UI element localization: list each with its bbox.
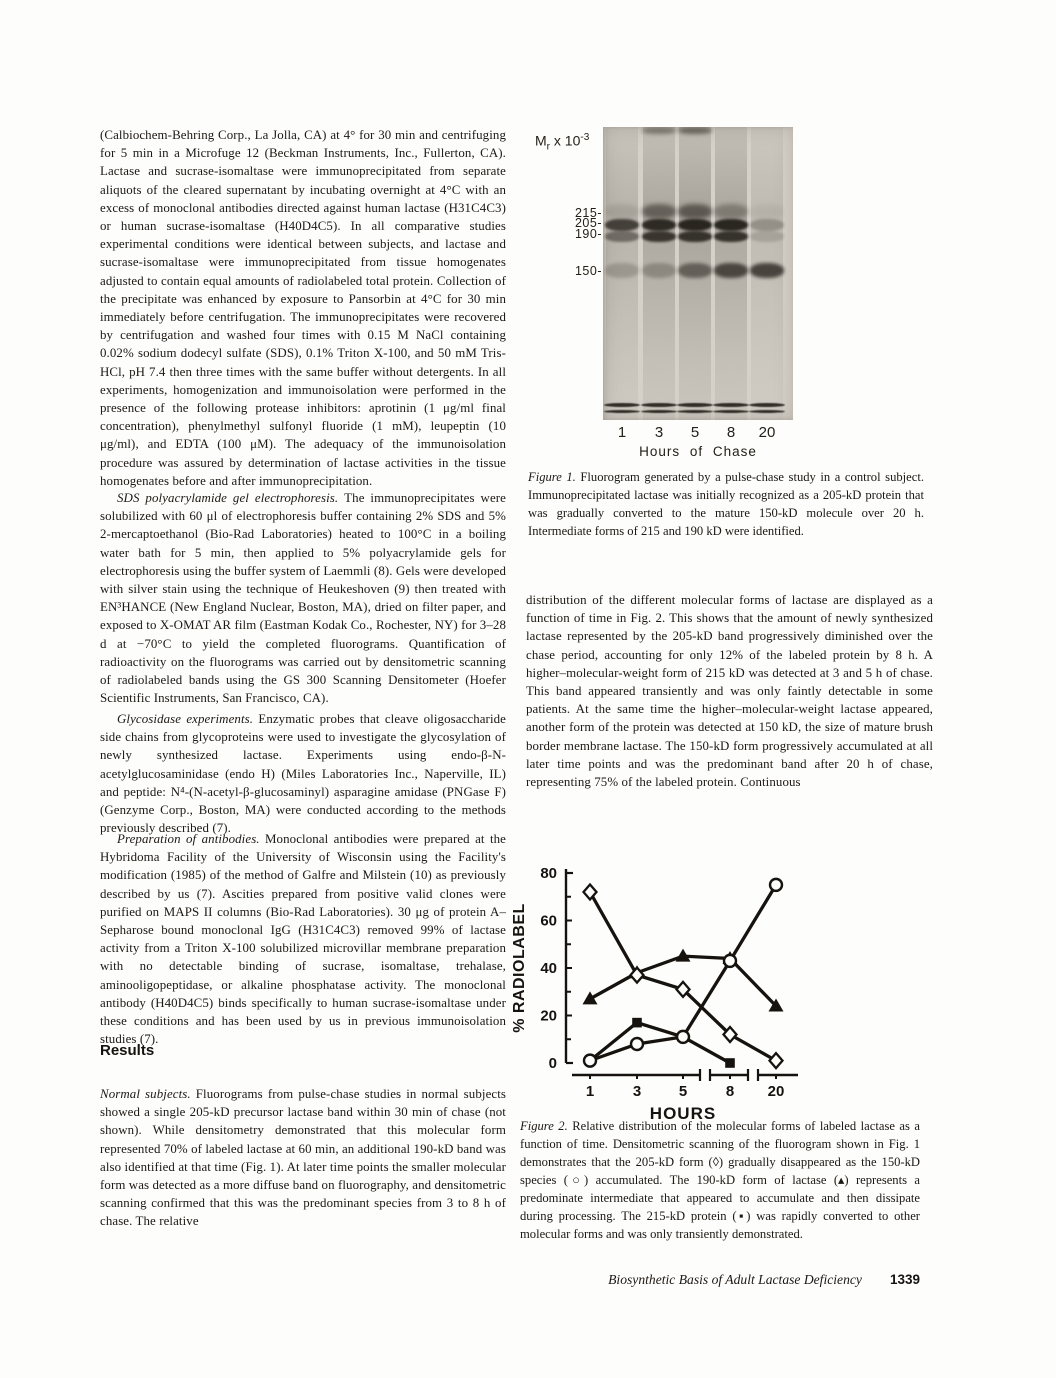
gel-lane-label: 20 [758, 424, 776, 441]
y-tick-label: 0 [548, 1055, 557, 1072]
gel-band-b190 [642, 231, 676, 242]
x-tick-label: 5 [678, 1083, 688, 1100]
gel-x-axis-label: Hours of Chase [639, 444, 757, 459]
paragraph-text: Fluorograms from pulse-chase studies in normal subjects showed a single 205-kD precursor lactase band within 30 min of chase (not shown). While densitometry demonstrated that this molecular form represented 70% of labeled lactase at 60 min, an additional 190-kD band was also identified at that time (Fig. 1). At later time points the smaller molecular form was detected as a more diffuse band on fluorography, and densitometric scanning confirmed that this was the predominant species from 3 to 8 h of chase. The relative [100, 1087, 507, 1229]
gel-marker-215: 215- [574, 206, 602, 220]
gel-lane-label: 1 [617, 424, 627, 441]
open-circle-marker [631, 1038, 643, 1050]
mr-mid: x 10 [550, 132, 581, 149]
y-axis-title: % RADIOLABEL [511, 903, 528, 1033]
filled-square-marker [725, 1058, 735, 1068]
gel-band-b150 [605, 263, 639, 278]
gel-dye-front [713, 403, 749, 407]
fluorogram-gel-image [603, 127, 793, 420]
x-tick-label: 1 [585, 1083, 595, 1100]
figure2-caption-lead: Figure 2. [520, 1119, 573, 1133]
paragraph-text: The immunoprecipitates were solubilized with 60 μl of electrophoresis buffer containing 2% SDS and 5% 2-mercaptoethanol (Bio-Rad Laboratories) heated to 100°C in a boiling water bath for 5 min, then applied to 5% polyacrylamide gels for electrophoresis using the buffer system of Laemmli (8). Gels were developed with silver stain using the technique of Heukeshoven (9) then treated with EN³HANCE (New England Nuclear, Boston, MA), dried on filter paper, and exposed to X-OMAT AR film (Eastman Kodak Co., Rochester, NY) for 3–28 d at −70°C to yield the completed fluorograms. Quantification of radioactivity on the fluorograms was carried out by densitometric scanning of radiolabeled bands using the GS 300 Scanning Densitometer (Hoefer Scientific Instruments, San Francisco, CA). [100, 491, 506, 706]
results-heading: Results [100, 1042, 155, 1059]
page-number: 1339 [889, 1272, 920, 1287]
gel-band-b215 [750, 204, 784, 219]
paragraph-lead: Glycosidase experiments. [117, 712, 259, 726]
paragraph-lead: Preparation of antibodies. [117, 832, 265, 846]
gel-marker-205: 205- [574, 216, 602, 230]
open-circle-marker [677, 1031, 689, 1043]
gel-marker-150: 150- [574, 264, 602, 278]
molecular-weight-axis-label [535, 132, 589, 152]
gel-band-b215 [714, 204, 748, 219]
gel-dye-front [641, 403, 677, 407]
paragraph-text: Monoclonal antibodies were prepared at the Hybridoma Facility of the University of Wisconsin using the Facility's modification (1985) of the method of Galfre and Milstein (10) as previously described by us (7). Ascities prepared from positive valid clones were purified on MAPS II columns (Bio-Rad Laboratories). 30 μg of protein A–Sepharose bound monoclonal IgG (H31C4C3) removed 99% of lactase activity from a Triton X-100 solubilized microvillar membrane preparation with no detectable binding of sucrase, isomaltase, trehalase, aminooligopeptidase, or alkaline phosphatase activity. The monoclonal antibody (H40D4C5) binds specifically to human sucrase-isomaltase under these conditions and has been used by us in previous immunoisolation studies (7). [100, 832, 506, 1047]
x-tick-label: 8 [725, 1083, 735, 1100]
gel-dye-front [677, 403, 713, 407]
chart-canvas [500, 858, 840, 1124]
x-axis-title: HOURS [649, 1104, 717, 1123]
gel-band-well [642, 127, 676, 134]
gel-lane-label: 3 [654, 424, 664, 441]
gel-band-b205 [714, 219, 748, 231]
gel-marker-190: 190- [574, 227, 602, 241]
figure2-line-chart [500, 858, 840, 1124]
mr-sub: r [546, 141, 551, 153]
open-circle-marker [770, 879, 782, 891]
series-line-filled-square [590, 1023, 730, 1063]
figure1-caption-text: Fluorogram generated by a pulse-chase study in a control subject. Immunoprecipitated lactase was initially recognized as a 205-kD protein that was gradually converted to the mature 150-kD molecule over 20 h. Intermediate forms of 215 and 190 kD were identified. [528, 470, 924, 538]
paragraph-distribution: distribution of the different molecular forms of lactase are displayed as a function of time in Fig. 2. This shows that the amount of newly synthesized lactase represented by the 205-kD band progressively diminished over the chase period, accounting for only 12% of the labeled protein by 8 h. A higher–molecular-weight form of 215 kD was detected at 3 and 5 h of chase. This band appeared transiently and was only faintly detectable in some patients. At the same time the higher–molecular-weight lactase appeared, another form of the protein was detected at 150 kD, the size of mature brush border membrane lactase. The 150-kD form progressively accumulated at all later time points and was the predominant band after 20 h of chase, representing 75% of the labeled protein. Continuous [526, 593, 933, 790]
gel-band-b150 [642, 263, 676, 278]
y-tick-label: 20 [540, 1007, 557, 1025]
open-diamond-marker [770, 1053, 783, 1068]
y-tick-label: 40 [540, 960, 557, 977]
running-title: Biosynthetic Basis of Adult Lactase Deficiency [608, 1272, 862, 1287]
gel-band-b190 [750, 231, 784, 242]
gel-dye-front [713, 410, 749, 413]
paragraph-sds-page [100, 489, 506, 707]
gel-dye-front [641, 410, 677, 413]
mr-sup: -3 [580, 132, 590, 143]
gel-band-b215 [678, 204, 712, 219]
y-tick-label: 60 [540, 912, 557, 930]
figure1-caption-lead: Figure 1. [528, 470, 581, 484]
gel-band-b150 [678, 263, 712, 278]
figure1-caption [528, 468, 924, 540]
gel-band-b150 [750, 263, 784, 278]
gel-lane-label: 5 [690, 424, 700, 441]
x-tick-label: 3 [632, 1083, 642, 1100]
figure2-caption-text: Relative distribution of the molecular forms of labeled lactase as a function of time. Densitometric scanning of the fluorogram shown in Fig. 1 demonstrates that the 205-kD form (◊) gradually disappeared as the 150-kD species (○) accumulated. The 190-kD form of lactase (▴) represents a predominate intermediate that appeared to accumulate and then dissipate during processing. The 215-kD protein (▪) was rapidly converted to other molecular forms and was only transiently demonstrated. [520, 1119, 920, 1241]
gel-dye-front [604, 410, 640, 413]
paragraph-normal-subjects [100, 1085, 506, 1231]
paragraph-methods-immunoprecipitation [100, 126, 506, 490]
gel-band-b215 [642, 204, 676, 219]
paragraph-glycosidase [100, 710, 506, 837]
gel-dye-front [604, 403, 640, 407]
gel-band-b205 [605, 219, 639, 231]
gel-lane-label: 8 [726, 424, 736, 441]
gel-band-b205 [678, 219, 712, 231]
filled-square-marker [632, 1018, 642, 1028]
paragraph-text: Enzymatic probes that cleave oligosaccharide side chains from glycoproteins were used to investigate the glycosylation of newly synthesized lactase. Experiments using endo-β-N-acetylglucosaminidase (endo H) (Miles Laboratories Inc., Naperville, IL) and peptide: N⁴-(N-acetyl-β-glucosaminyl) asparagine amidase (PNGase F) (Genzyme Corp., Boston, MA) were conducted according to the methods previously described (7). [100, 712, 506, 836]
page-footer [560, 1272, 920, 1288]
gel-band-b150 [714, 263, 748, 278]
paragraph-antibodies [100, 830, 506, 1048]
gel-band-well [678, 127, 712, 134]
open-circle-marker [724, 955, 736, 967]
paragraph-lead: Normal subjects. [100, 1087, 196, 1101]
gel-dye-front [677, 410, 713, 413]
gel-dye-front [749, 410, 785, 413]
gel-band-b205 [642, 219, 676, 231]
gel-band-b190 [605, 231, 639, 242]
gel-band-b215 [605, 204, 639, 219]
gel-band-b190 [678, 231, 712, 242]
figure2-caption [520, 1117, 920, 1243]
mr-m: M [535, 132, 547, 149]
gel-dye-front [749, 403, 785, 407]
paragraph-text: (Calbiochem-Behring Corp., La Jolla, CA) at 4° for 30 min and centrifuging for 5 min in a Microfuge 12 (Beckman Instruments, Inc., Fullerton, CA). Lactase and sucrase-isomaltase were immunoprecipitated from separate aliquots of the cleared supernatant by incubating overnight at 4°C with an excess of monoclonal antibodies directed against human lactase (H31C4C3) or human sucrase-isomaltase (H40D4C5). In all comparative studies experimental conditions were identical between subjects, and lactase and sucrase-isomaltase were immunoprecipitated from tissue homogenates adjusted to contain equal amounts of radiolabeled total protein. Collection of the precipitate was enhanced by exposure to Pansorbin at 4°C for 30 min immediately before centrifugation. The immunoprecipitates were recovered by centrifugation and washed four times with 0.15 M NaCl containing 0.02% sodium dodecyl sulfate (SDS), 0.1% Triton X-100, and 50 mM Tris-HCl, pH 7.4 then three times with the same buffer without detergents. In all experiments, homogenization and immunoisolation were performed in the presence of the following protease inhibitors: aprotinin (1 μg/ml final concentration), phenylmethyl sulfonyl fluoride (1 mM), leupeptin (10 μg/ml), and EDTA (100 μM). The adequacy of the immunoisolation procedure was assured by determination of lactase activities in the tissue homogenates before and after immunoprecipitation. [100, 128, 506, 488]
gel-band-b190 [714, 231, 748, 242]
filled-triangle-marker [583, 991, 598, 1004]
y-tick-label: 80 [540, 865, 557, 882]
paragraph-lead: SDS polyacrylamide gel electrophoresis. [117, 491, 345, 505]
x-tick-label: 20 [767, 1083, 785, 1100]
open-circle-marker [584, 1055, 596, 1067]
gel-band-b205 [750, 219, 784, 231]
